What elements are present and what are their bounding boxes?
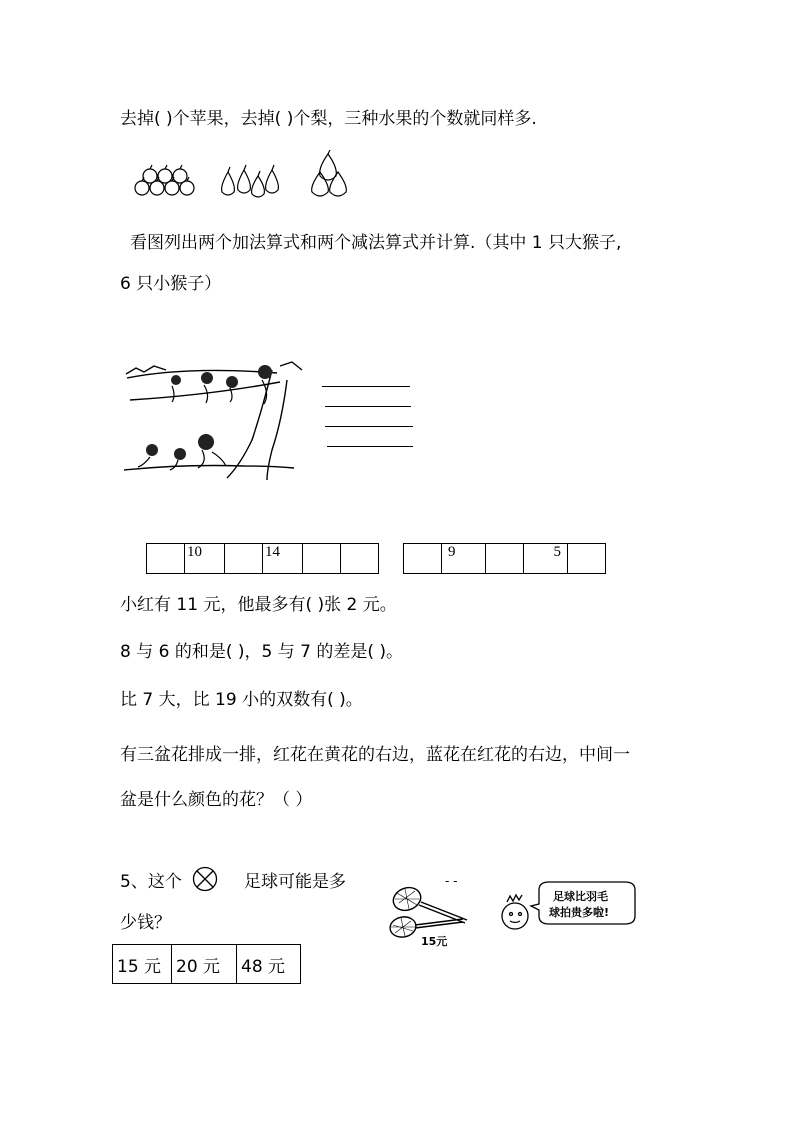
monkey-tree-picture — [122, 350, 307, 485]
answer-line-3[interactable] — [325, 426, 413, 427]
price-option[interactable]: 15 元 — [113, 945, 172, 984]
seq-left-cell[interactable] — [147, 544, 185, 574]
seq-left-cell: 14 — [263, 544, 303, 574]
ball-question-line1-prefix: 5、这个 — [120, 872, 182, 892]
ball-question-line1-suffix: 足球可能是多 — [244, 872, 346, 892]
monkey-question-line2: 6 只小猴子） — [120, 274, 222, 294]
price-option[interactable]: 48 元 — [237, 945, 301, 984]
badminton-rackets-picture — [385, 875, 485, 955]
seq-right-cell[interactable] — [486, 544, 524, 574]
cartoon-football-picture — [495, 878, 645, 948]
even-numbers-question: 比 7 大，比 19 小的双数有( )。 — [120, 690, 363, 710]
flowers-question-line1: 有三盆花排成一排，红花在黄花的右边，蓝花在红花的右边，中间一 — [120, 745, 630, 765]
seq-left-cell[interactable] — [225, 544, 263, 574]
seq-right-cell: 9 — [442, 544, 486, 574]
bubble-text-line2: 球拍贵多啦! — [549, 906, 610, 919]
price-option[interactable]: 20 元 — [172, 945, 237, 984]
bubble-text-line1: 足球比羽毛 — [553, 890, 608, 903]
seq-left-cell[interactable] — [341, 544, 379, 574]
football-icon — [192, 866, 218, 892]
answer-line-1[interactable] — [322, 386, 410, 387]
pears-group — [222, 165, 279, 197]
flowers-question-line2: 盆是什么颜色的花？（ ） — [120, 790, 313, 810]
sum-difference-question: 8 与 6 的和是( )，5 与 7 的差是( )。 — [120, 642, 404, 662]
seq-right-cell[interactable] — [568, 544, 606, 574]
racket-price-label: 15元 — [421, 935, 448, 948]
price-options-table — [112, 944, 301, 984]
fruit-picture — [130, 150, 370, 200]
money-question: 小红有 11 元，他最多有( )张 2 元。 — [120, 595, 397, 615]
third-fruit-group — [312, 150, 347, 196]
sequence-table-right — [403, 543, 606, 574]
answer-line-4[interactable] — [327, 446, 413, 447]
apples-group — [135, 165, 194, 195]
sequence-table-left — [146, 543, 379, 574]
fruit-question: 去掉( )个苹果，去掉( )个梨，三种水果的个数就同样多. — [120, 109, 537, 129]
seq-right-cell[interactable] — [404, 544, 442, 574]
ball-question-line2: 少钱？ — [120, 913, 171, 933]
seq-right-cell: 5 — [524, 544, 568, 574]
svg-text:- -: - - — [445, 875, 458, 888]
answer-line-2[interactable] — [325, 406, 411, 407]
monkey-question-line1: 看图列出两个加法算式和两个减法算式并计算.（其中 1 只大猴子, — [130, 233, 622, 253]
seq-left-cell[interactable] — [303, 544, 341, 574]
seq-left-cell: 10 — [185, 544, 225, 574]
